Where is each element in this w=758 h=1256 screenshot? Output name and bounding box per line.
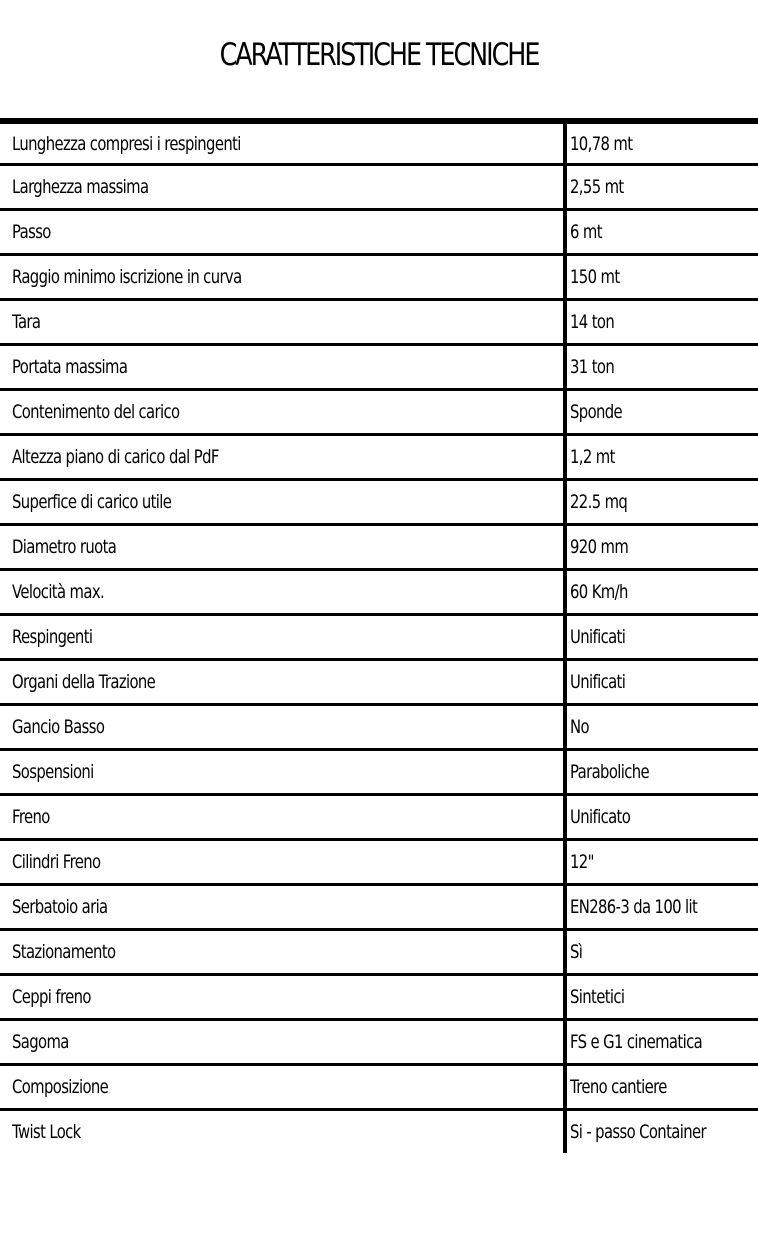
spec-value: FS e G1 cinematica xyxy=(565,1020,758,1065)
table-row xyxy=(0,1065,758,1110)
spec-label: Altezza piano di carico dal PdF xyxy=(0,435,565,480)
table-row xyxy=(0,885,758,930)
spec-label: Tara xyxy=(0,300,565,345)
spec-value: Treno cantiere xyxy=(565,1065,758,1110)
spec-table xyxy=(0,118,758,1153)
table-row xyxy=(0,930,758,975)
spec-value: Unificati xyxy=(565,660,758,705)
table-row xyxy=(0,345,758,390)
spec-value: 150 mt xyxy=(565,255,758,300)
spec-label: Cilindri Freno xyxy=(0,840,565,885)
spec-value: 920 mm xyxy=(565,525,758,570)
spec-value: Sì xyxy=(565,930,758,975)
spec-label: Sagoma xyxy=(0,1020,565,1065)
spec-value: Sponde xyxy=(565,390,758,435)
spec-value: 1,2 mt xyxy=(565,435,758,480)
table-row xyxy=(0,705,758,750)
spec-label: Sospensioni xyxy=(0,750,565,795)
spec-value: 22.5 mq xyxy=(565,480,758,525)
table-row xyxy=(0,1110,758,1154)
spec-value: 10,78 mt xyxy=(565,121,758,165)
spec-value: 60 Km/h xyxy=(565,570,758,615)
spec-value: EN286-3 da 100 lit xyxy=(565,885,758,930)
spec-value: Unificati xyxy=(565,615,758,660)
table-row xyxy=(0,975,758,1020)
table-row xyxy=(0,480,758,525)
spec-label: Stazionamento xyxy=(0,930,565,975)
table-row xyxy=(0,435,758,480)
table-row xyxy=(0,165,758,210)
spec-value: 31 ton xyxy=(565,345,758,390)
spec-value: Unificato xyxy=(565,795,758,840)
spec-value: 2,55 mt xyxy=(565,165,758,210)
spec-value: 6 mt xyxy=(565,210,758,255)
table-row xyxy=(0,525,758,570)
spec-label: Portata massima xyxy=(0,345,565,390)
spec-label: Freno xyxy=(0,795,565,840)
table-row xyxy=(0,840,758,885)
table-row xyxy=(0,255,758,300)
table-row xyxy=(0,1020,758,1065)
spec-label: Diametro ruota xyxy=(0,525,565,570)
spec-label: Serbatoio aria xyxy=(0,885,565,930)
table-row xyxy=(0,210,758,255)
spec-value: Si - passo Container xyxy=(565,1110,758,1154)
table-row xyxy=(0,660,758,705)
spec-label: Larghezza massima xyxy=(0,165,565,210)
spec-label: Lunghezza compresi i respingenti xyxy=(0,121,565,165)
table-row xyxy=(0,121,758,165)
spec-label: Gancio Basso xyxy=(0,705,565,750)
table-row xyxy=(0,795,758,840)
spec-label: Respingenti xyxy=(0,615,565,660)
spec-label: Ceppi freno xyxy=(0,975,565,1020)
spec-label: Twist Lock xyxy=(0,1110,565,1154)
table-row xyxy=(0,570,758,615)
spec-value: No xyxy=(565,705,758,750)
page-title: CARATTERISTICHE TECNICHE xyxy=(219,37,539,73)
spec-label: Superfice di carico utile xyxy=(0,480,565,525)
table-row xyxy=(0,615,758,660)
table-row xyxy=(0,750,758,795)
spec-label: Raggio minimo iscrizione in curva xyxy=(0,255,565,300)
spec-label: Organi della Trazione xyxy=(0,660,565,705)
spec-value: Sintetici xyxy=(565,975,758,1020)
spec-label: Passo xyxy=(0,210,565,255)
spec-value: Paraboliche xyxy=(565,750,758,795)
spec-label: Velocità max. xyxy=(0,570,565,615)
spec-value: 14 ton xyxy=(565,300,758,345)
spec-label: Contenimento del carico xyxy=(0,390,565,435)
table-row xyxy=(0,390,758,435)
spec-value: 12" xyxy=(565,840,758,885)
table-row xyxy=(0,300,758,345)
spec-label: Composizione xyxy=(0,1065,565,1110)
